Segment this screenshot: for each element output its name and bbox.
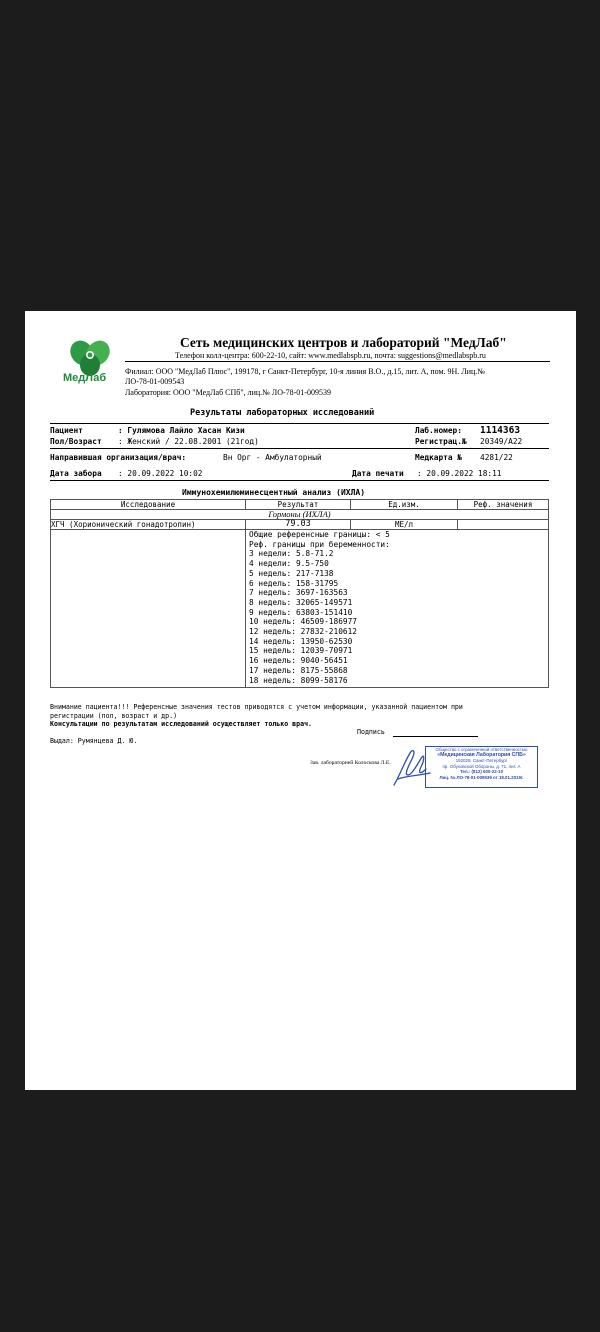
table-row <box>51 520 549 530</box>
stamp-line: пр. Обуховской Обороны, д. 71, лит. А <box>442 763 521 769</box>
patient-mid-divider <box>50 448 549 449</box>
lab-line: Лаборатория: ООО "МедЛаб СПб", лиц.№ ЛО-78-01-009539 <box>125 388 331 397</box>
consultation-note: Консультации по результатам исследований осуществляет только врач. <box>50 720 313 728</box>
stamp-line: «Медицинская Лаборатория СПБ» <box>437 751 526 758</box>
reference-line: 4 недели: 9.5-750 <box>249 559 329 569</box>
logo-text: МедЛаб <box>63 372 107 384</box>
reference-line: Общие референсные границы: < 5 <box>249 530 390 539</box>
group-name: Гормоны (ИХЛА) <box>51 510 549 520</box>
reference-values <box>246 530 549 688</box>
medcard-label: Медкарта № <box>415 453 462 462</box>
reference-line: 17 недель: 8175-55868 <box>249 665 348 675</box>
patient-label: Пациент <box>50 426 83 435</box>
lab-report-page <box>25 311 576 1090</box>
test-name: ХГЧ (Хорионический гонадотропин) <box>51 520 246 530</box>
reference-line: 18 недель: 8099-58176 <box>249 675 348 685</box>
column-header-reference: Реф. значения <box>458 500 549 510</box>
sex-age-label: Пол/Возраст <box>50 437 102 446</box>
group-row <box>51 510 549 520</box>
signature-label: Подпись <box>357 728 385 736</box>
patient-top-divider <box>50 423 549 424</box>
document-title: Результаты лабораторных исследований <box>190 408 375 418</box>
report-header-title: Сеть медицинских центров и лабораторий "МедЛаб" <box>180 335 507 350</box>
referral-value: Вн Орг - Амбулаторный <box>223 453 322 462</box>
issued-by: Выдал: Румянцева Д. Ю. <box>50 737 138 745</box>
patient-name: : Гулямова Лайло Хасан Кизи <box>118 426 245 435</box>
reference-line: 7 недель: 3697-163563 <box>249 588 348 598</box>
header-divider <box>125 361 550 362</box>
reference-line: 3 недели: 5.8-71.2 <box>249 549 334 559</box>
print-date-label: Дата печати <box>352 469 404 478</box>
stamp-line: Тел.: (812) 600-22-10 <box>459 769 504 775</box>
reference-line: 5 недель: 217-7138 <box>249 568 334 578</box>
branch-line-2: ЛО-78-01-009543 <box>125 377 185 386</box>
reference-line: 12 недель: 27832-210612 <box>249 627 357 637</box>
collection-date: : 20.09.2022 10:02 <box>118 469 203 478</box>
reference-line: 16 недель: 9040-56451 <box>249 656 348 666</box>
patient-bottom-divider <box>50 480 549 481</box>
stamp-line: 192029, Санкт-Петербург <box>455 758 508 764</box>
reference-line: Реф. границы при беременности: <box>249 539 390 549</box>
collection-date-label: Дата забора <box>50 469 102 478</box>
column-header-unit: Ед.изм. <box>351 500 458 510</box>
reference-row <box>51 530 549 688</box>
registration-number: 20349/А22 <box>480 437 523 446</box>
print-date: : 20.09.2022 18:11 <box>417 469 502 478</box>
column-header-result: Результат <box>246 500 351 510</box>
organization-stamp <box>425 746 538 788</box>
contacts-line: Телефон колл-центра: 600-22-10, сайт: www.medlabspb.ru, почта: suggestions@medlabspb.ru <box>175 351 486 360</box>
referral-label: Направившая организация/врач: <box>50 453 187 462</box>
stamp-line: Лиц. № ЛО-78-01-009539 от 18.01.2019г. <box>439 774 524 780</box>
reference-spacer <box>51 530 246 688</box>
signature-line <box>393 736 478 737</box>
test-result: 79.03 <box>246 520 351 530</box>
sex-age-value: : Женский / 22.08.2001 (21год) <box>118 437 259 446</box>
note-line-1: Внимание пациента!!! Референсные значения тестов приводятся с учетом информации, указанной пациентом при <box>50 703 463 711</box>
reference-line: 8 недель: 32065-149571 <box>249 597 353 607</box>
results-table <box>50 499 549 688</box>
branch-line-1: Филиал: ООО "МедЛаб Плюс", 199178, г Санкт-Петербург, 10-я линия В.О., д.15, лит. А, пом. 9Н. Лиц.№ <box>125 367 485 376</box>
test-reference-empty <box>458 520 549 530</box>
lab-number-label: Лаб.номер: <box>415 426 462 435</box>
note-line-2: регистрации (пол, возраст и др.) <box>50 712 178 720</box>
reference-line: 6 недель: 158-31795 <box>249 578 339 588</box>
lab-head: Зав. лабораторией Колоскова Л.Е. <box>310 760 391 766</box>
table-header-row <box>51 500 549 510</box>
test-unit: МЕ/л <box>351 520 458 530</box>
lab-number: 1114363 <box>480 425 521 436</box>
registration-label: Регистрац.№ <box>415 437 467 446</box>
reference-line: 15 недель: 12039-70971 <box>249 646 353 656</box>
reference-line: 14 недель: 13950-62530 <box>249 636 353 646</box>
stamp-line: Общество с ограниченной ответственностью <box>435 747 528 752</box>
column-header-test: Исследование <box>51 500 246 510</box>
analysis-title: Иммунохемилюминесцентный анализ (ИХЛА) <box>182 488 366 497</box>
medcard-number: 4281/22 <box>480 453 513 462</box>
reference-line: 10 недель: 46509-186977 <box>249 617 357 627</box>
reference-line: 9 недель: 63803-151410 <box>249 607 353 617</box>
